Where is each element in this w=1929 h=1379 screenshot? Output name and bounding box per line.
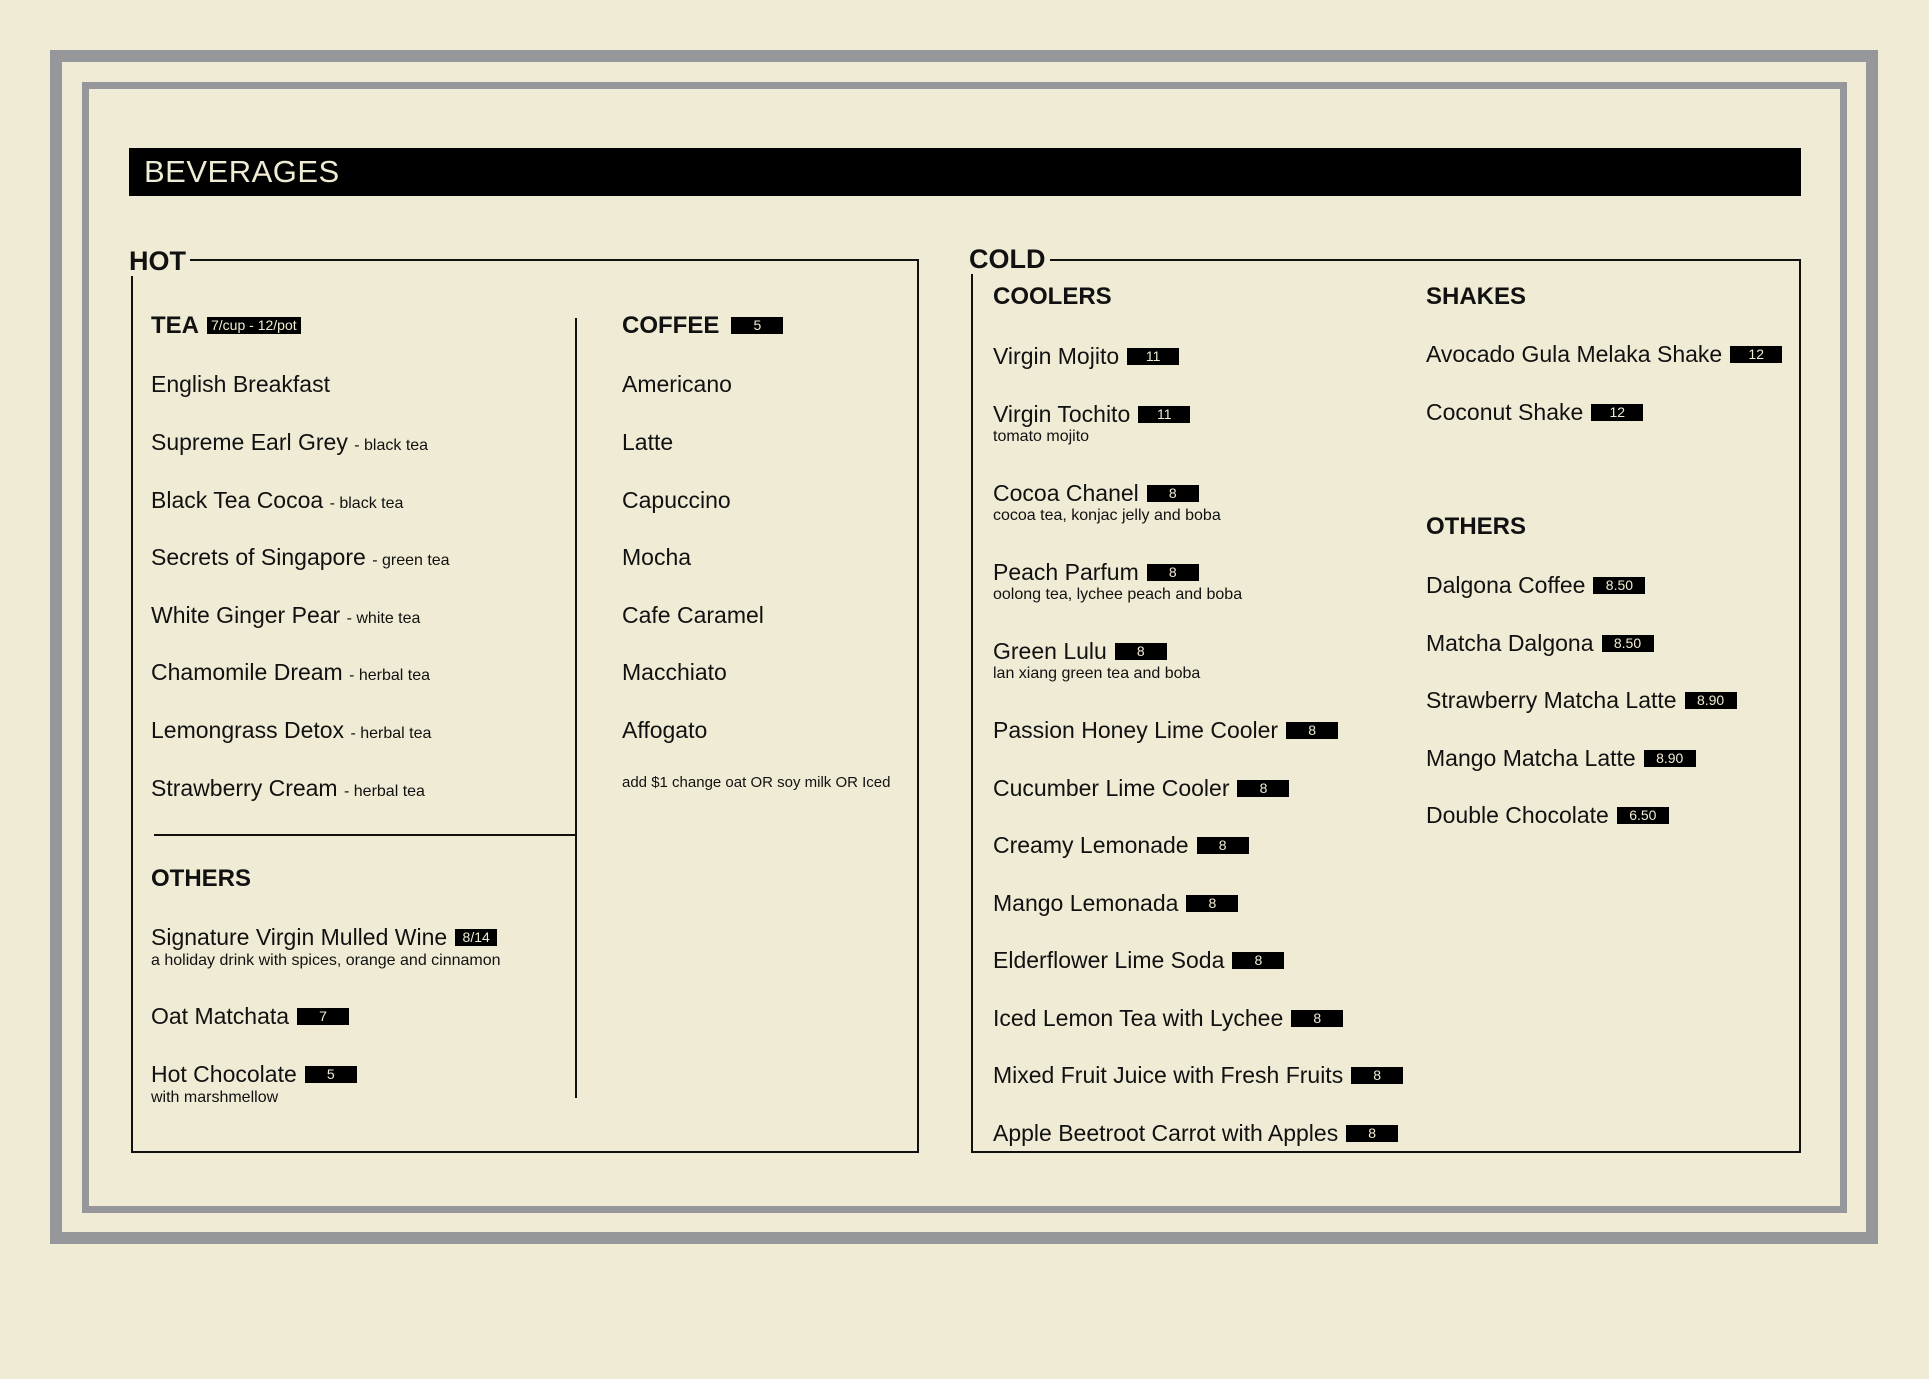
tea-price-tag: 7/cup - 12/pot xyxy=(207,317,301,334)
shake-item xyxy=(1426,340,1782,368)
cooler-item-name: Mango Lemonada xyxy=(993,890,1179,916)
cooler-item-name: Virgin Tochito xyxy=(993,401,1131,427)
tea-item-name: White Ginger Pear xyxy=(151,602,341,628)
price-tag: 8 xyxy=(1197,837,1249,854)
tea-item-name: Secrets of Singapore xyxy=(151,544,366,570)
tea-item-name: Chamomile Dream xyxy=(151,659,343,685)
cooler-item xyxy=(993,716,1338,744)
cold-others-item-name: Double Chocolate xyxy=(1426,802,1609,828)
coffee-item: Cafe Caramel xyxy=(622,602,764,628)
menu-banner: BEVERAGES xyxy=(129,148,1801,196)
price-tag: 7 xyxy=(297,1008,349,1025)
tea-item-name: Supreme Earl Grey xyxy=(151,429,348,455)
price-tag: 8.90 xyxy=(1644,750,1696,767)
price-tag: 8.90 xyxy=(1685,692,1737,709)
cooler-item xyxy=(993,342,1179,370)
cooler-item-name: Creamy Lemonade xyxy=(993,832,1189,858)
cooler-item xyxy=(993,889,1238,917)
cooler-item xyxy=(993,946,1284,974)
hot-column-divider xyxy=(575,318,577,1098)
price-tag: 8 xyxy=(1232,952,1284,969)
cold-section-title: COLD xyxy=(969,244,1050,274)
shake-item-name: Coconut Shake xyxy=(1426,399,1584,425)
cold-others-item xyxy=(1426,801,1669,829)
cold-others-item xyxy=(1426,629,1654,657)
tea-item xyxy=(151,428,428,460)
cooler-item-name: Mixed Fruit Juice with Fresh Fruits xyxy=(993,1062,1344,1088)
tea-item-type: - black tea xyxy=(354,437,429,454)
price-tag: 6.50 xyxy=(1617,807,1669,824)
hot-others-item-name: Signature Virgin Mulled Wine xyxy=(151,924,448,950)
tea-item-type: - herbal tea xyxy=(350,725,432,742)
coffee-footnote: add $1 change oat OR soy milk OR Iced xyxy=(622,774,891,791)
price-tag: 8 xyxy=(1286,722,1338,739)
price-tag: 8 xyxy=(1147,564,1199,581)
hot-others-heading: OTHERS xyxy=(151,865,252,892)
price-tag: 8.50 xyxy=(1593,577,1645,594)
cooler-item-name: Apple Beetroot Carrot with Apples xyxy=(993,1120,1339,1146)
coffee-item: Latte xyxy=(622,429,674,455)
coffee-item: Macchiato xyxy=(622,659,727,685)
tea-item xyxy=(151,486,403,518)
cooler-item-name: Virgin Mojito xyxy=(993,343,1120,369)
price-tag: 5 xyxy=(305,1066,357,1083)
hot-others-item-name: Oat Matchata xyxy=(151,1003,290,1029)
tea-item-name: English Breakfast xyxy=(151,371,330,397)
tea-item xyxy=(151,370,330,398)
cooler-item xyxy=(993,831,1249,859)
tea-item xyxy=(151,716,431,748)
cold-others-item-name: Matcha Dalgona xyxy=(1426,630,1594,656)
tea-label: TEA xyxy=(151,312,199,339)
cooler-item-name: Iced Lemon Tea with Lychee xyxy=(993,1005,1284,1031)
tea-item-type: - black tea xyxy=(329,495,404,512)
tea-item-type: - herbal tea xyxy=(344,783,425,800)
cooler-item xyxy=(993,400,1190,428)
coffee-price-tag: 5 xyxy=(731,317,783,334)
hot-others-item xyxy=(151,923,497,951)
price-tag: 11 xyxy=(1127,348,1179,365)
cooler-item-desc: oolong tea, lychee peach and boba xyxy=(993,586,1243,603)
cooler-item xyxy=(993,479,1199,507)
cooler-item-desc: tomato mojito xyxy=(993,428,1090,445)
tea-item xyxy=(151,774,425,806)
hot-others-item-name: Hot Chocolate xyxy=(151,1061,297,1087)
cooler-item xyxy=(993,558,1199,586)
price-tag: 11 xyxy=(1138,406,1190,423)
cold-others-item xyxy=(1426,744,1696,772)
price-tag: 8 xyxy=(1147,485,1199,502)
cooler-item xyxy=(993,1061,1403,1089)
cold-others-item-name: Dalgona Coffee xyxy=(1426,572,1586,598)
cooler-item-desc: cocoa tea, konjac jelly and boba xyxy=(993,507,1221,524)
hot-others-item xyxy=(151,1060,357,1088)
coolers-heading: COOLERS xyxy=(993,283,1112,310)
coffee-label: COFFEE xyxy=(622,312,720,339)
price-tag: 8 xyxy=(1186,895,1238,912)
tea-item xyxy=(151,543,450,575)
price-tag: 8 xyxy=(1237,780,1289,797)
coffee-heading xyxy=(622,312,783,340)
tea-item xyxy=(151,601,420,633)
cooler-item-name: Cocoa Chanel xyxy=(993,480,1139,506)
price-tag: 8.50 xyxy=(1602,635,1654,652)
tea-item-name: Strawberry Cream xyxy=(151,775,338,801)
coffee-item: Americano xyxy=(622,371,732,397)
cold-others-item-name: Strawberry Matcha Latte xyxy=(1426,687,1677,713)
cooler-item xyxy=(993,1119,1398,1147)
tea-heading xyxy=(151,312,301,340)
hot-others-item-desc: with marshmellow xyxy=(151,1089,279,1106)
cooler-item-desc: lan xiang green tea and boba xyxy=(993,665,1201,682)
tea-item-name: Lemongrass Detox xyxy=(151,717,345,743)
shakes-heading: SHAKES xyxy=(1426,283,1527,310)
price-tag: 12 xyxy=(1730,346,1782,363)
hot-others-item-desc: a holiday drink with spices, orange and cinnamon xyxy=(151,952,501,969)
coffee-item: Mocha xyxy=(622,544,692,570)
tea-item-type: - herbal tea xyxy=(349,667,431,684)
tea-item-type: - green tea xyxy=(372,552,450,569)
coffee-item: Affogato xyxy=(622,717,708,743)
tea-item-name: Black Tea Cocoa xyxy=(151,487,324,513)
cooler-item xyxy=(993,774,1289,802)
hot-section-title: HOT xyxy=(129,246,190,276)
cooler-item-name: Passion Honey Lime Cooler xyxy=(993,717,1279,743)
cold-others-item xyxy=(1426,571,1645,599)
cooler-item-name: Cucumber Lime Cooler xyxy=(993,775,1230,801)
hot-others-divider xyxy=(154,834,576,836)
price-tag: 8 xyxy=(1291,1010,1343,1027)
shake-item-name: Avocado Gula Melaka Shake xyxy=(1426,341,1723,367)
cooler-item-name: Peach Parfum xyxy=(993,559,1139,585)
price-tag: 8/14 xyxy=(455,929,497,946)
hot-others-item xyxy=(151,1002,349,1030)
price-tag: 8 xyxy=(1351,1067,1403,1084)
cooler-item-name: Green Lulu xyxy=(993,638,1107,664)
cold-others-item xyxy=(1426,686,1737,714)
cold-others-item-name: Mango Matcha Latte xyxy=(1426,745,1636,771)
cooler-item-name: Elderflower Lime Soda xyxy=(993,947,1225,973)
price-tag: 12 xyxy=(1591,404,1643,421)
cooler-item xyxy=(993,637,1167,665)
cooler-item xyxy=(993,1004,1343,1032)
price-tag: 8 xyxy=(1115,643,1167,660)
price-tag: 8 xyxy=(1346,1125,1398,1142)
shake-item xyxy=(1426,398,1643,426)
tea-item xyxy=(151,658,430,690)
coffee-item: Capuccino xyxy=(622,487,731,513)
cold-others-heading: OTHERS xyxy=(1426,513,1527,540)
tea-item-type: - white tea xyxy=(346,610,421,627)
